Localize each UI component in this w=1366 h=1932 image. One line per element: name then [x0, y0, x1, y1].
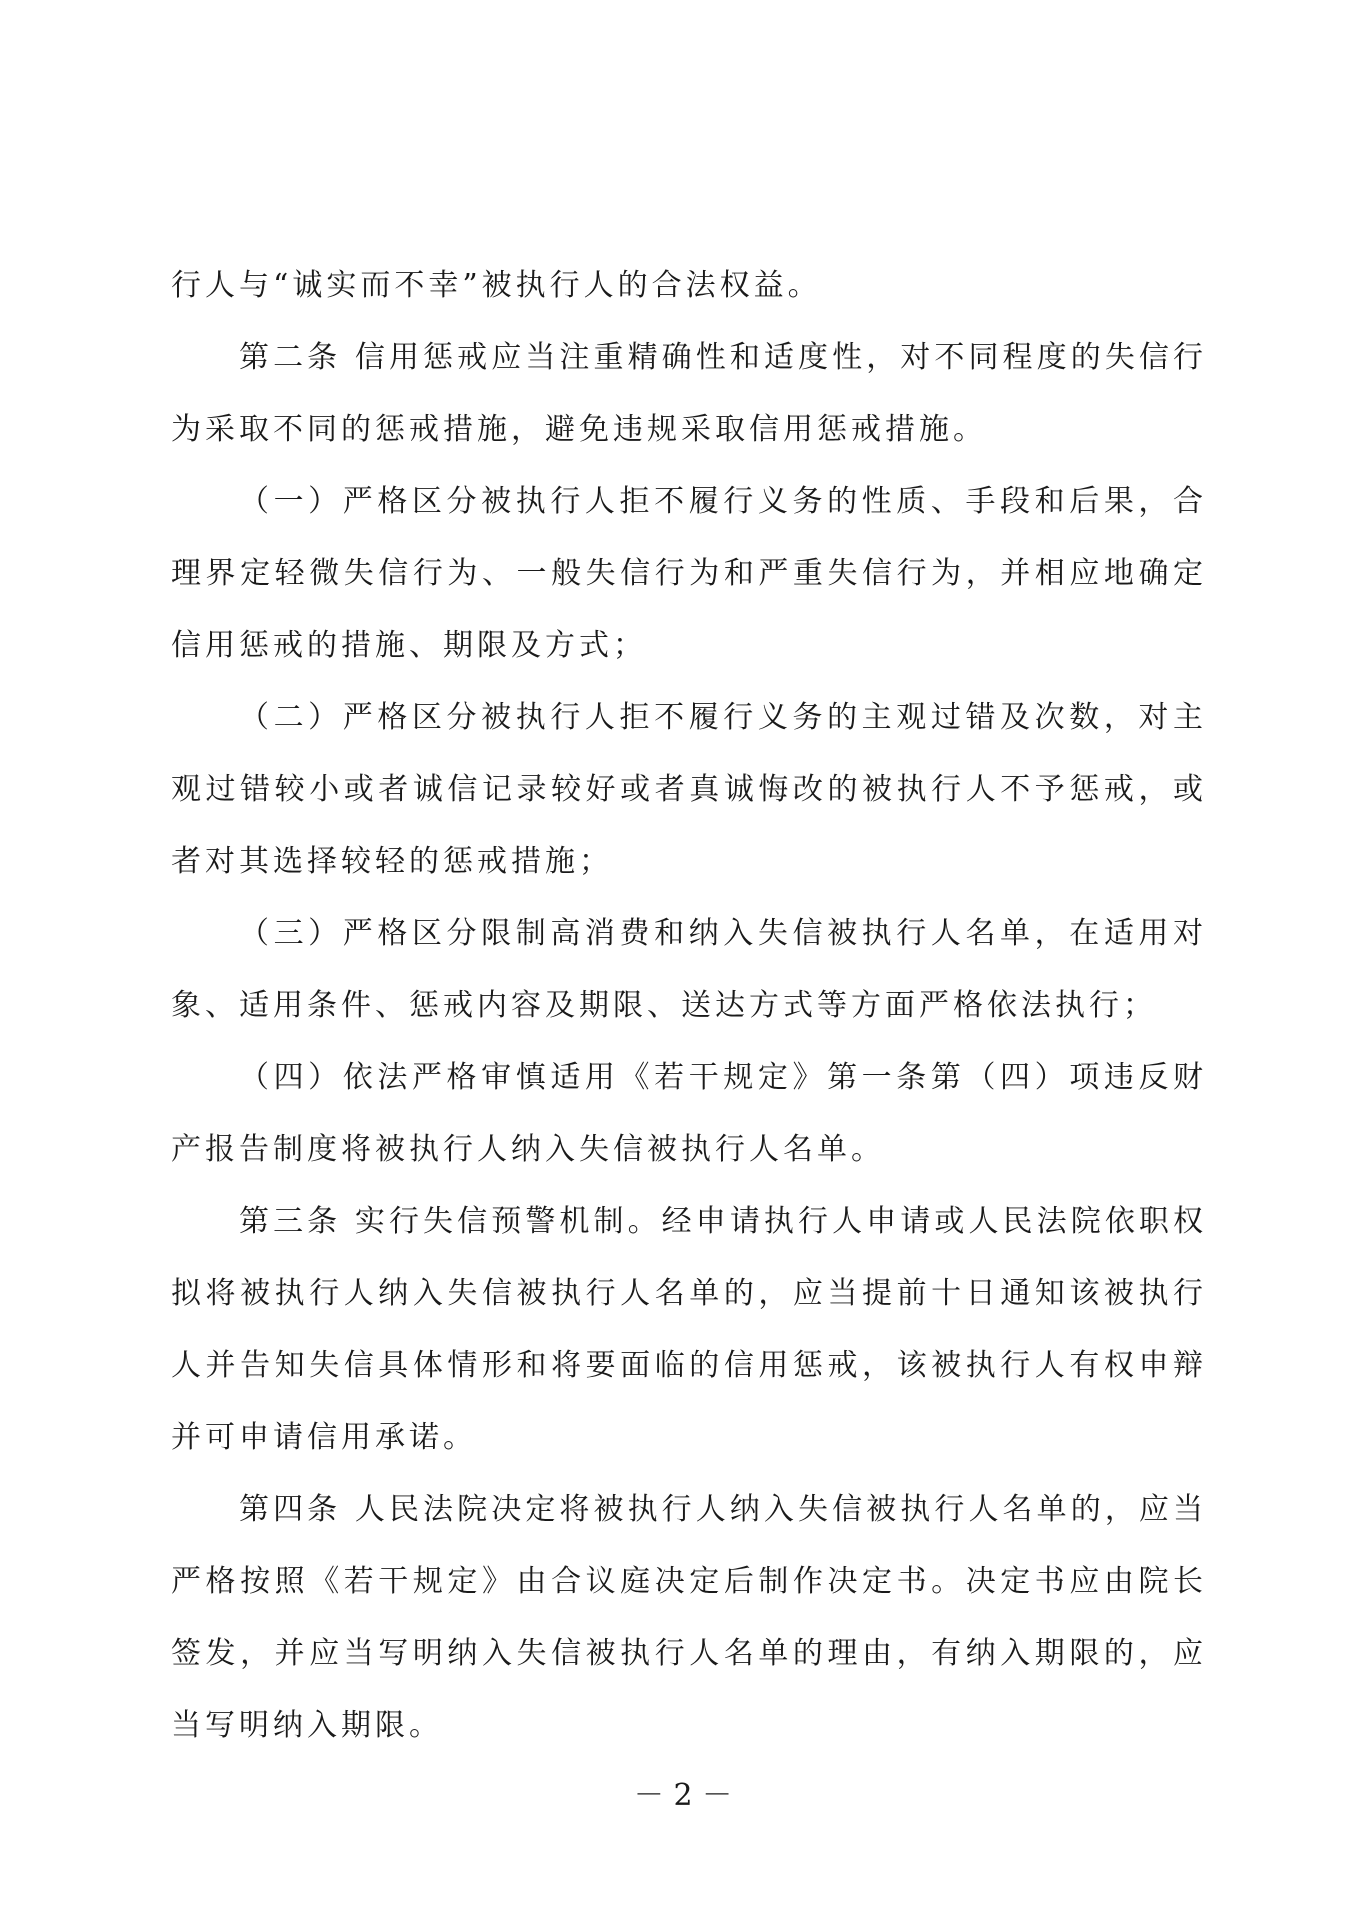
paragraph-item-1: （一）严格区分被执行人拒不履行义务的性质、手段和后果，合理界定轻微失信行为、一般失信行为和严重失信行为，并相应地确定信用惩戒的措施、期限及方式； — [171, 484, 1207, 663]
paragraph-item-3: （三）严格区分限制高消费和纳入失信被执行人名单，在适用对象、适用条件、惩戒内容及期限、送达方式等方面严格依法执行； — [171, 916, 1207, 1023]
page-number: － 2 － — [633, 1778, 733, 1813]
document-body — [171, 250, 1207, 1762]
paragraph-item-2: （二）严格区分被执行人拒不履行义务的主观过错及次数，对主观过错较小或者诚信记录较好或者真诚悔改的被执行人不予惩戒，或者对其选择较轻的惩戒措施； — [171, 700, 1207, 879]
paragraph-item-4: （四）依法严格审慎适用《若干规定》第一条第（四）项违反财产报告制度将被执行人纳入失信被执行人名单。 — [171, 1060, 1207, 1167]
paragraph-continuation: 行人与“诚实而不幸”被执行人的合法权益。 — [171, 268, 822, 303]
paragraph-article-2: 第二条 信用惩戒应当注重精确性和适度性，对不同程度的失信行为采取不同的惩戒措施，避免违规采取信用惩戒措施。 — [171, 340, 1207, 447]
paragraph-article-4: 第四条 人民法院决定将被执行人纳入失信被执行人名单的，应当严格按照《若干规定》由合议庭决定后制作决定书。决定书应由院长签发，并应当写明纳入失信被执行人名单的理由，有纳入期限的，应当写明纳入期限。 — [171, 1492, 1207, 1743]
paragraph-article-3: 第三条 实行失信预警机制。经申请执行人申请或人民法院依职权拟将被执行人纳入失信被执行人名单的，应当提前十日通知该被执行人并告知失信具体情形和将要面临的信用惩戒，该被执行人有权申辩并可申请信用承诺。 — [171, 1204, 1207, 1455]
